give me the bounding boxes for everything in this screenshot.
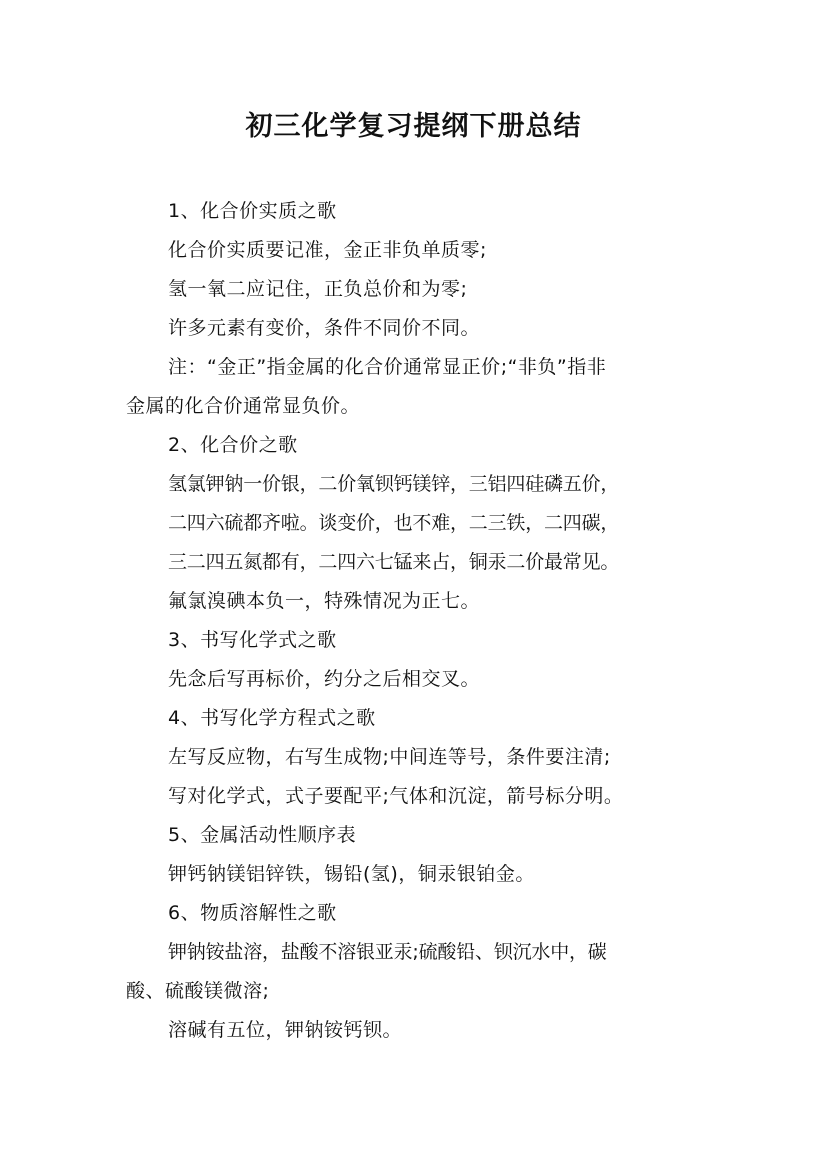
text-line: 氢氯钾钠一价银，二价氧钡钙镁锌，三铝四硅磷五价， [168, 473, 620, 495]
text-line: 钾钙钠镁铝锌铁，锡铅(氢)，铜汞银铂金。 [168, 863, 535, 885]
text-line: 二四六硫都齐啦。谈变价，也不难，二三铁，二四碳， [168, 512, 620, 534]
section-heading-2: 2、化合价之歌 [168, 434, 298, 456]
text-line: 写对化学式，式子要配平;气体和沉淀，箭号标分明。 [168, 785, 624, 807]
text-line: 氟氯溴碘本负一，特殊情况为正七。 [168, 590, 481, 612]
section-heading-5: 5、金属活动性顺序表 [168, 824, 357, 846]
section-heading-6: 6、物质溶解性之歌 [168, 902, 337, 924]
text-line: 化合价实质要记准，金正非负单质零; [168, 239, 487, 261]
text-line: 金属的化合价通常显负价。 [126, 395, 361, 417]
document-title: 初三化学复习提纲下册总结 [245, 111, 582, 142]
section-heading-1: 1、化合价实质之歌 [168, 200, 337, 222]
text-line: 许多元素有变价，条件不同价不同。 [168, 317, 481, 339]
text-line: 先念后写再标价，约分之后相交叉。 [168, 668, 481, 690]
text-line: 钾钠铵盐溶，盐酸不溶银亚汞;硫酸铅、钡沉水中，碳 [168, 941, 607, 963]
text-line: 溶碱有五位，钾钠铵钙钡。 [168, 1019, 403, 1041]
text-line: 注：“金正”指金属的化合价通常显正价;“非负”指非 [168, 356, 607, 378]
section-heading-3: 3、书写化学式之歌 [168, 629, 337, 651]
text-line: 三二四五氮都有，二四六七锰来占，铜汞二价最常见。 [168, 551, 620, 573]
text-line: 左写反应物，右写生成物;中间连等号，条件要注清; [168, 746, 611, 768]
text-line: 酸、硫酸镁微溶; [126, 980, 270, 1002]
section-heading-4: 4、书写化学方程式之歌 [168, 707, 376, 729]
text-line: 氢一氧二应记住，正负总价和为零; [168, 278, 468, 300]
